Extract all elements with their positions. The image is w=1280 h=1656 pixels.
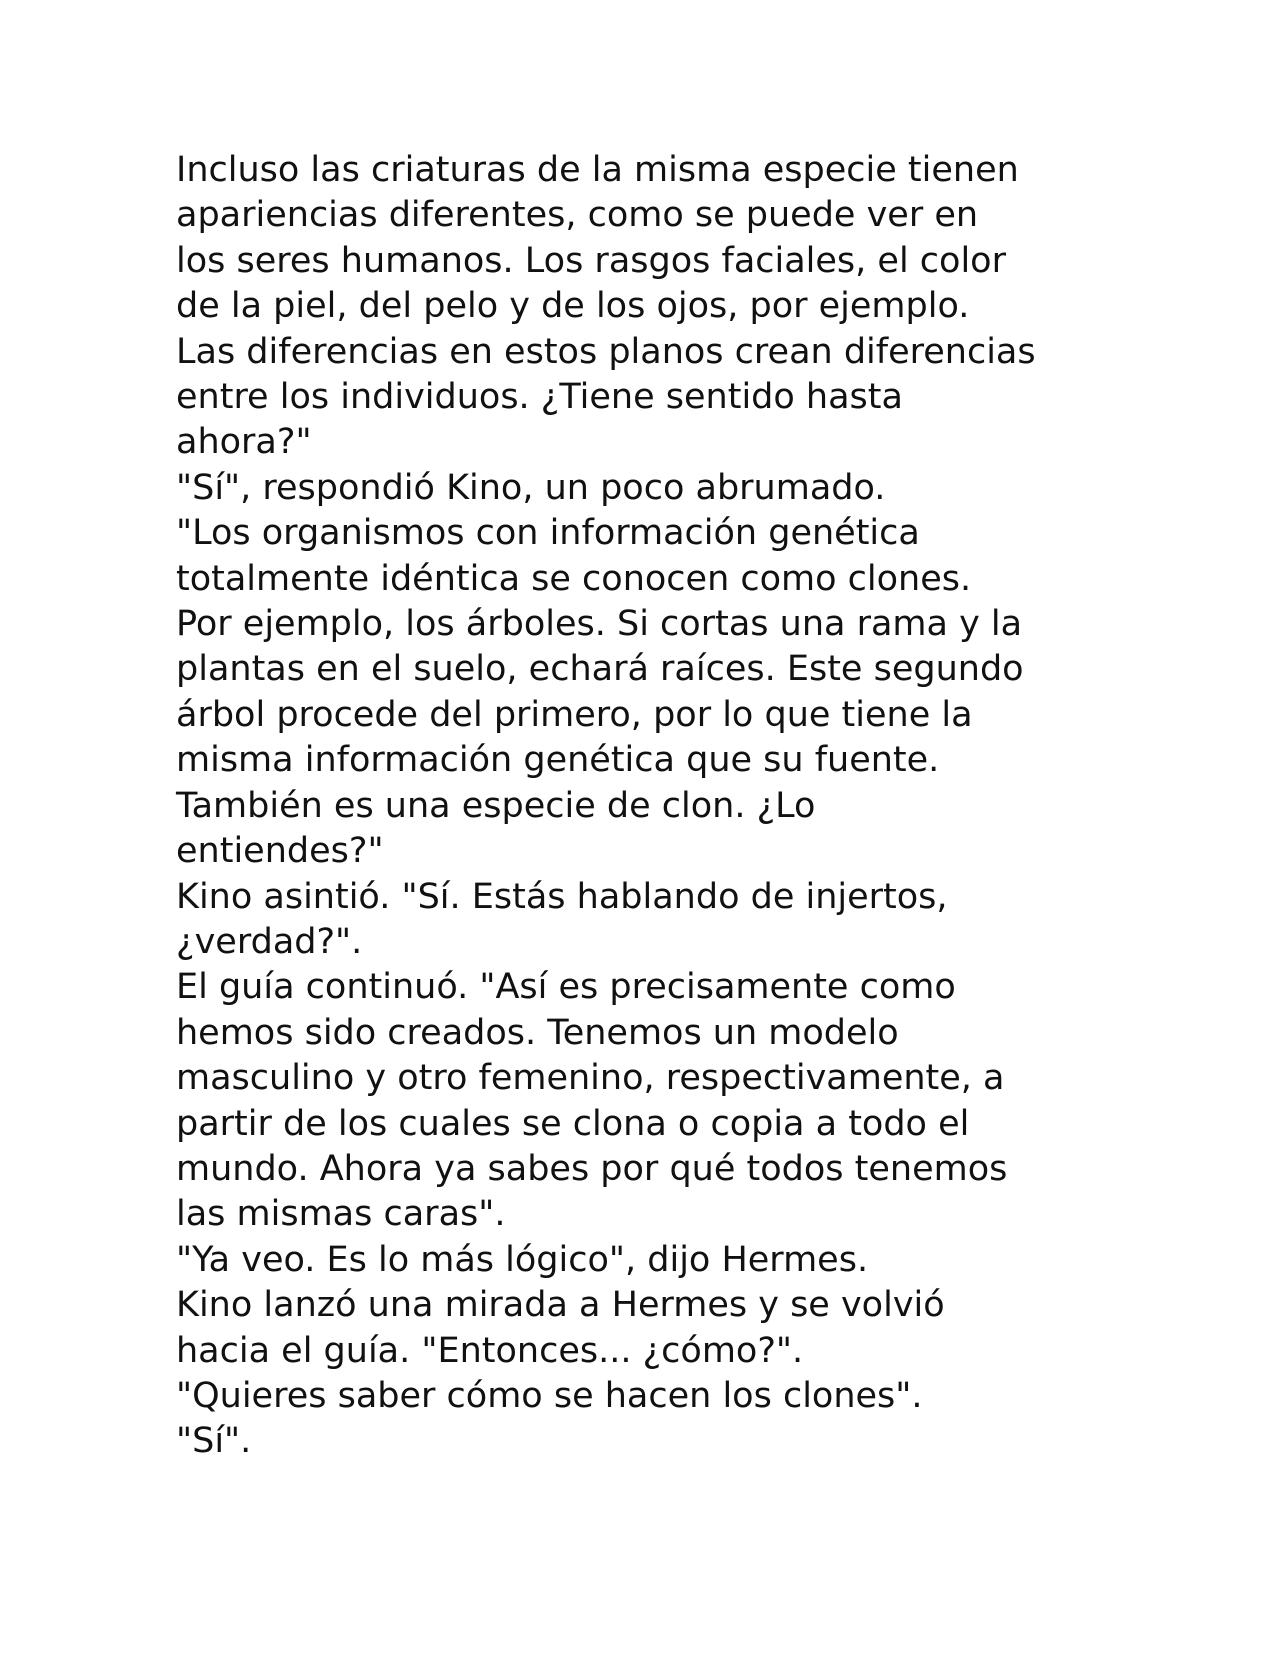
text-line: El guía continuó. "Así es precisamente como <box>176 967 956 1008</box>
text-line: "Quieres saber cómo se hacen los clones". <box>176 1375 923 1416</box>
text-line: También es una especie de clon. ¿Lo <box>176 785 816 826</box>
text-line: mundo. Ahora ya sabes por qué todos tenemos <box>176 1148 1008 1189</box>
text-line: plantas en el suelo, echará raíces. Este segundo <box>176 649 1024 690</box>
text-line: apariencias diferentes, como se puede ver en <box>176 195 979 236</box>
text-line: Kino asintió. "Sí. Estás hablando de injertos, <box>176 876 948 917</box>
text-line: misma información genética que su fuente. <box>176 740 940 781</box>
text-line: totalmente idéntica se conocen como clones. <box>176 558 972 599</box>
text-line: "Sí", respondió Kino, un poco abrumado. <box>176 467 886 508</box>
text-line: masculino y otro femenino, respectivamente, a <box>176 1058 1005 1099</box>
text-line: los seres humanos. Los rasgos faciales, el color <box>176 240 1006 281</box>
text-line: entre los individuos. ¿Tiene sentido hasta <box>176 377 903 418</box>
text-line: hemos sido creados. Tenemos un modelo <box>176 1012 899 1053</box>
text-line: Kino lanzó una mirada a Hermes y se volvió <box>176 1285 945 1326</box>
text-line: hacia el guía. "Entonces... ¿cómo?". <box>176 1330 804 1371</box>
text-line: las mismas caras". <box>176 1194 506 1235</box>
text-line: "Los organismos con información genética <box>176 513 920 554</box>
text-line: árbol procede del primero, por lo que tiene la <box>176 694 973 735</box>
text-line: partir de los cuales se clona o copia a todo el <box>176 1103 970 1144</box>
text-line: "Sí". <box>176 1421 252 1462</box>
body-text <box>176 148 1116 1465</box>
text-line: entiendes?" <box>176 831 384 872</box>
text-line: Las diferencias en estos planos crean diferencias <box>176 331 1036 372</box>
text-line: Por ejemplo, los árboles. Si cortas una rama y la <box>176 604 1023 645</box>
text-line: ahora?" <box>176 422 312 463</box>
text-line: Incluso las criaturas de la misma especie tienen <box>176 150 1019 190</box>
text-line: "Ya veo. Es lo más lógico", dijo Hermes. <box>176 1239 869 1280</box>
text-line: de la piel, del pelo y de los ojos, por ejemplo. <box>176 286 970 327</box>
text-line: ¿verdad?". <box>176 921 363 962</box>
